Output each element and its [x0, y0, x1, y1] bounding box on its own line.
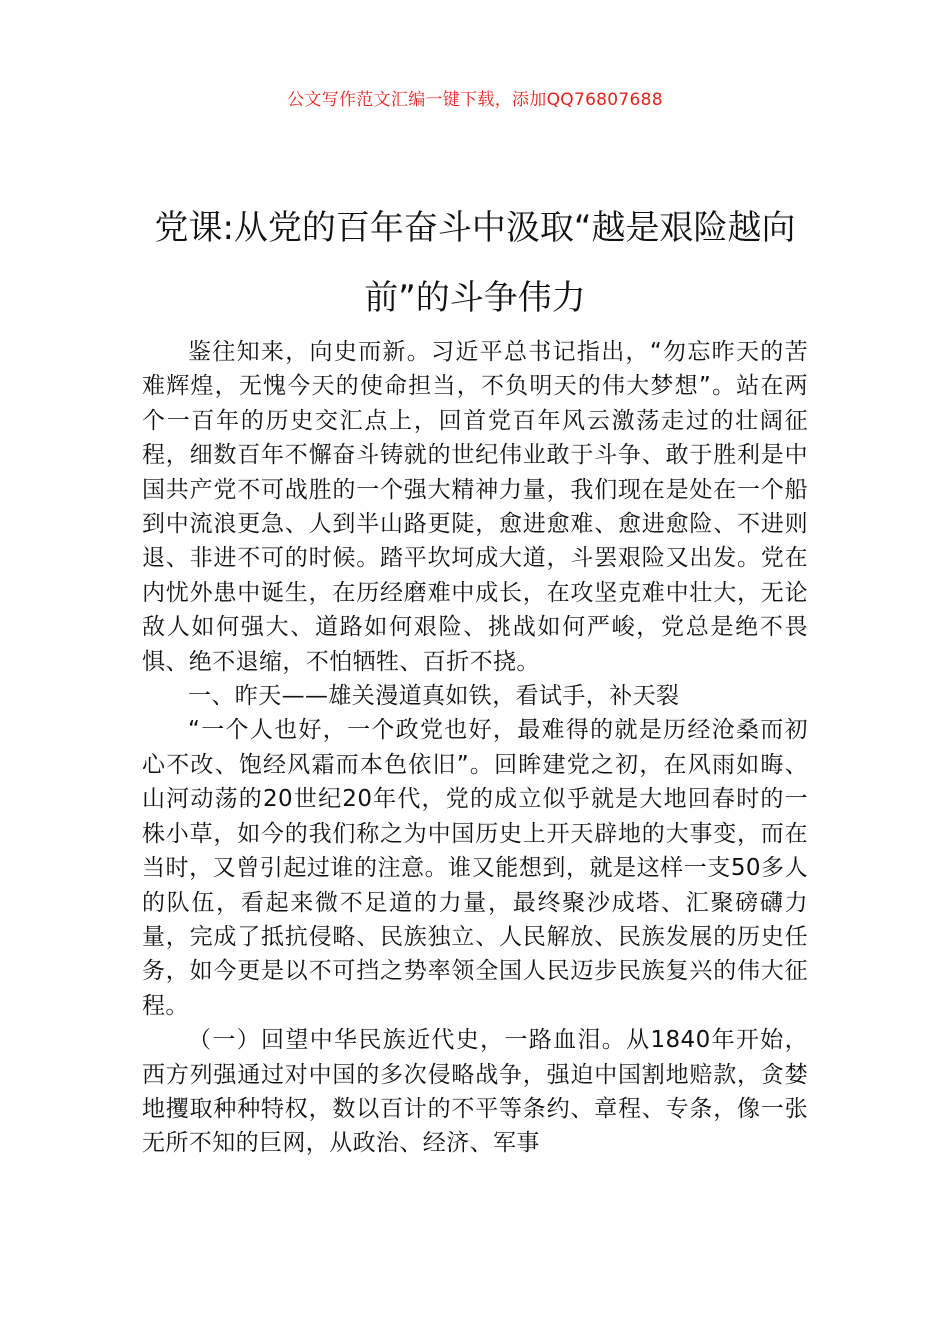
section-heading-1: 一、昨天——雄关漫道真如铁，看试手，补天裂 — [188, 683, 680, 710]
document-title: 党课:从党的百年奋斗中汲取“越是艰险越向前”的斗争伟力 — [154, 207, 796, 318]
download-banner: 公文写作范文汇编一键下载，添加QQ76807688 — [287, 90, 663, 110]
paragraph-intro: 鉴往知来，向史而新。习近平总书记指出，“勿忘昨天的苦难辉煌，无愧今天的使命担当，不负明天的伟大梦想”。站在两个一百年的历史交汇点上，回首党百年风云激荡走过的壮阔征程，细数百年不懈奋斗铸就的世纪伟业敢于斗争、敢于胜利是中国共产党不可战胜的一个强大精神力量，我们现在是处在一个船到中流浪更急、人到半山路更陡，愈进愈难、愈进愈险、不进则退、非进不可的时候。踏平坎坷成大道，斗罢艰险又出发。党在内忧外患中诞生，在历经磨难中成长，在攻坚克难中壮大，无论敌人如何强大、道路如何艰险、挑战如何严峻，党总是绝不畏惧、绝不退缩，不怕牺牲、百折不挠。 — [142, 339, 808, 675]
paragraph-founding: “一个人也好，一个政党也好，最难得的就是历经沧桑而初心不改、饱经风霜而本色依旧”。回眸建党之初，在风雨如晦、山河动荡的20世纪20年代，党的成立似乎就是大地回春时的一株小草，如今的我们称之为中国历史上开天辟地的大事变，而在当时，又曾引起过谁的注意。谁又能想到，就是这样一支50多人的队伍，看起来微不足道的力量，最终聚沙成塔、汇聚磅礴力量，完成了抵抗侵略、民族独立、人民解放、民族发展的历史任务，如今更是以不可挡之势率领全国人民迈步民族复兴的伟大征程。 — [142, 717, 808, 1019]
paragraph-modern-history: （一）回望中华民族近代史，一路血泪。从1840年开始，西方列强通过对中国的多次侵略战争，强迫中国割地赔款，贪婪地攫取种种特权，数以百计的不平等条约、章程、专条，像一张无所不知的巨网，从政治、经济、军事 — [142, 1027, 808, 1157]
document-body — [142, 335, 808, 1161]
